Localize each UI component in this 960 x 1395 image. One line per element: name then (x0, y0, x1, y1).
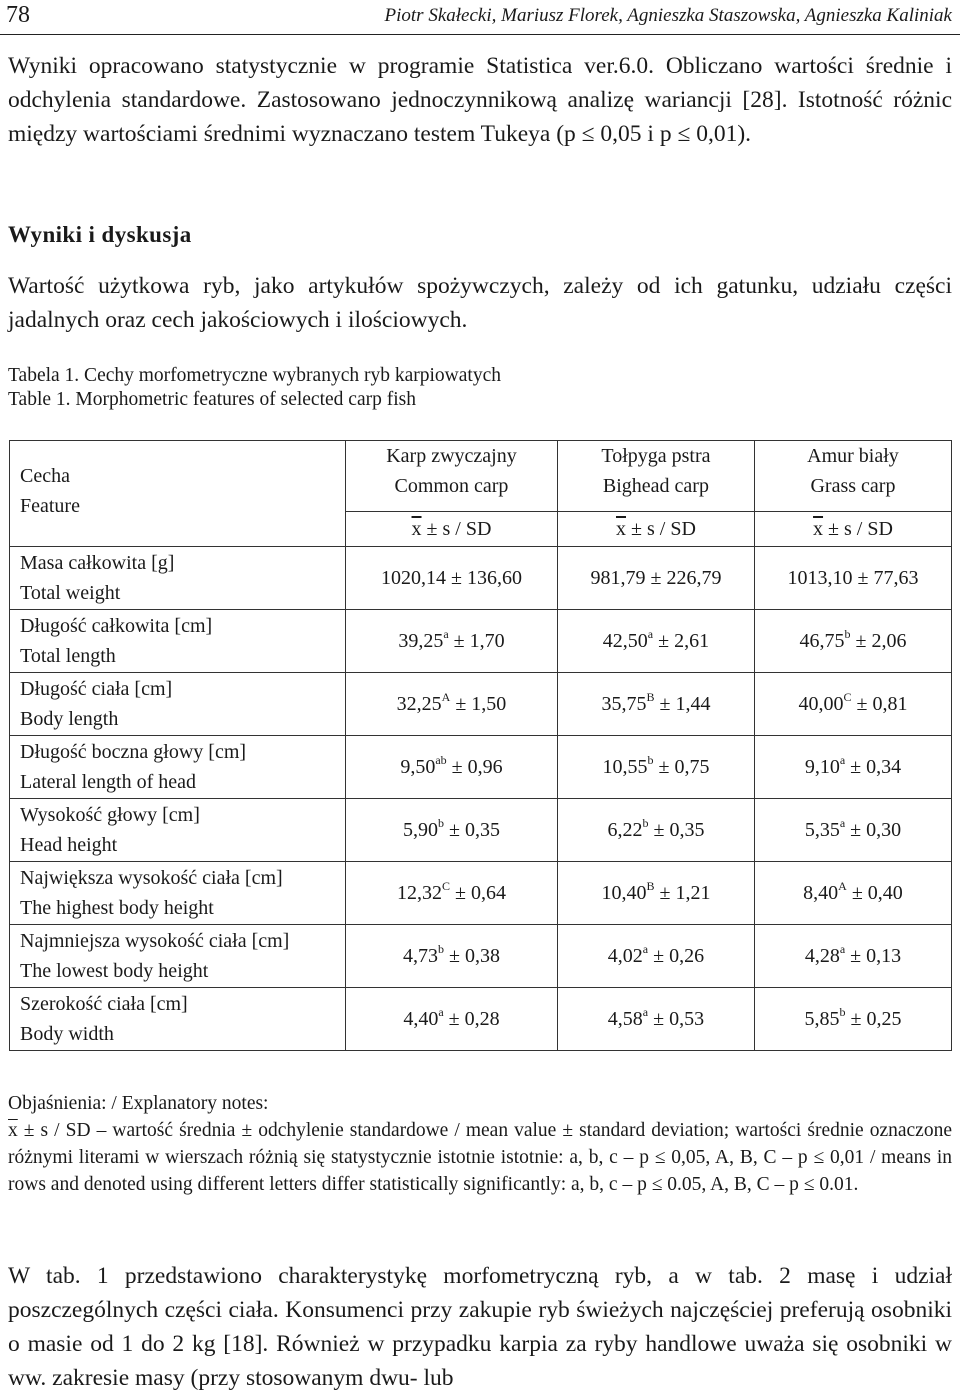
feature-cell (10, 673, 346, 736)
table-row (10, 988, 952, 1051)
significance-letter: C (441, 879, 450, 893)
value-cell: 39,25$^a$ ± 1,70 (346, 610, 558, 673)
species-name-pl: Amur biały (807, 445, 899, 467)
mean-value: 46,75 (799, 630, 845, 652)
sd-value: 77,63 (873, 567, 919, 589)
mean-value: 4,58 (607, 1008, 643, 1030)
sd-value: 0,53 (669, 1008, 705, 1030)
stat-header (557, 512, 754, 547)
mean-value: 9,50 (400, 756, 436, 778)
feature-name-pl: Szerokość ciała [cm] (20, 993, 188, 1015)
sd-value: 0,35 (464, 819, 500, 841)
value-cell: 9,10$^a$ ± 0,34 (754, 736, 951, 799)
table-row (10, 862, 952, 925)
significance-letter: b (647, 753, 654, 767)
value-cell: 4,40$^a$ ± 0,28 (346, 988, 558, 1051)
value-cell: 6,22$^b$ ± 0,35 (557, 799, 754, 862)
section-paragraph: Wartość użytkowa ryb, jako artykułów spożywczych, zależy od ich gatunku, udziału części jadalnych oraz cech jakościowych i ilościowych. (8, 273, 952, 333)
table-header-row (10, 441, 952, 512)
mean-value: 12,32 (396, 882, 442, 904)
value-cell: 5,85$^b$ ± 0,25 (754, 988, 951, 1051)
running-header-authors: Piotr Skałecki, Mariusz Florek, Agnieszka Staszowska, Agnieszka Kaliniak (384, 5, 952, 26)
species-header-bighead-carp (557, 441, 754, 512)
mean-value: 9,10 (804, 756, 840, 778)
feature-cell (10, 988, 346, 1051)
mean-value: 10,55 (602, 756, 648, 778)
mean-value: 10,40 (601, 882, 647, 904)
table-row (10, 736, 952, 799)
significance-letter: b (839, 1005, 846, 1019)
significance-letter: a (647, 627, 654, 641)
value-cell: 46,75$^b$ ± 2,06 (754, 610, 951, 673)
feature-name-pl: Masa całkowita [g] (20, 552, 175, 574)
sd-value: 0,25 (866, 1008, 902, 1030)
morphometric-table (9, 440, 952, 1051)
significance-letter: A (441, 690, 451, 704)
stat-label: ± s / SD (823, 518, 893, 540)
feature-name-en: Head height (20, 834, 118, 856)
sd-value: 1,44 (675, 693, 711, 715)
sd-value: 0,81 (872, 693, 908, 715)
sd-value: 0,40 (867, 882, 903, 904)
significance-letter: a (642, 1005, 649, 1019)
sd-value: 0,64 (470, 882, 506, 904)
intro-paragraph: Wyniki opracowano statystycznie w programie Statistica ver.6.0. Obliczano wartości średnie i odchylenia standardowe. Zastosowano jednoczynnikową analizę wariancji [28]. Istotność różnic między wartościami średnimi wyznaczano testem Tukeya (p ≤ 0,05 i p ≤ 0,01). (8, 53, 952, 147)
section-heading: Wyniki i dyskusja (8, 222, 192, 247)
page-number: 78 (6, 2, 30, 28)
mean-value: 5,85 (804, 1008, 840, 1030)
stat-label: ± s / SD (421, 518, 492, 540)
species-name-en: Common carp (394, 475, 509, 497)
mean-value: 4,02 (607, 945, 643, 967)
feature-name-en: Total length (20, 645, 116, 667)
significance-letter: b (437, 942, 444, 956)
sd-value: 1,70 (469, 630, 505, 652)
sd-value: 0,96 (467, 756, 503, 778)
value-cell: 10,55$^b$ ± 0,75 (557, 736, 754, 799)
value-cell: $40,00^C \pm 0,81$ (754, 673, 951, 736)
feature-name-pl: Najmniejsza wysokość ciała [cm] (20, 930, 290, 952)
mean-value: 8,40 (803, 882, 839, 904)
mean-value: 4,40 (403, 1008, 439, 1030)
stat-header (346, 512, 558, 547)
feature-cell (10, 925, 346, 988)
mean-value: 4,28 (804, 945, 840, 967)
sd-value: 0,13 (866, 945, 902, 967)
sd-value: 1,21 (675, 882, 711, 904)
sd-value: 0,35 (669, 819, 705, 841)
notes-text: ± s / SD – wartość średnia ± odchylenie standardowe / mean value ± standard deviation; wartości średnie oznaczone różnymi literami w wierszach różnią się statystycznie istotnie istotnie: a, b, c – p ≤ 0,05, A, B, C – p ≤ 0,01 / means in rows and denoted using different letters differ statistically significantly: a, b, c – p ≤ 0.05, A, B, C – p ≤ 0.01. (8, 1120, 952, 1195)
feature-name-en: Body width (20, 1023, 114, 1045)
significance-letter: a (839, 816, 846, 830)
feature-cell (10, 610, 346, 673)
value-cell: 5,90$^b$ ± 0,35 (346, 799, 558, 862)
feature-header-pl: Cecha (20, 465, 70, 487)
mean-symbol: $\overline{x}$ (616, 518, 626, 540)
feature-cell (10, 547, 346, 610)
feature-name-pl: Największa wysokość ciała [cm] (20, 867, 283, 889)
significance-letter: C (843, 690, 852, 704)
feature-name-pl: Długość ciała [cm] (20, 678, 173, 700)
significance-letter: a (839, 942, 846, 956)
species-name-pl: Karp zwyczajny (386, 445, 517, 467)
sd-value: 0,38 (464, 945, 500, 967)
table-row (10, 547, 952, 610)
feature-name-pl: Długość całkowita [cm] (20, 615, 213, 637)
mean-value: 1013,10 (787, 567, 853, 589)
sd-value: 0,30 (866, 819, 902, 841)
significance-letter: a (443, 627, 449, 641)
mean-value: 5,90 (402, 819, 438, 841)
sd-value: 0,34 (866, 756, 902, 778)
value-cell: $32,25^A \pm 1,50$ (346, 673, 558, 736)
notes-body (8, 1117, 952, 1198)
table-caption-pl: Tabela 1. Cechy morfometryczne wybranych ryb karpiowatych (8, 365, 501, 386)
table-row (10, 925, 952, 988)
running-header (0, 0, 960, 35)
value-cell: $35,75^B \pm 1,44$ (557, 673, 754, 736)
significance-letter: ab (435, 753, 447, 767)
species-name-en: Grass carp (810, 475, 896, 497)
mean-value: 39,25 (398, 630, 444, 652)
value-cell: $10,40^B \pm 1,21$ (557, 862, 754, 925)
sd-value: 1,50 (471, 693, 507, 715)
stat-header (754, 512, 951, 547)
mean-value: 6,22 (607, 819, 643, 841)
feature-name-en: Total weight (20, 582, 121, 604)
explanatory-notes (8, 1090, 952, 1198)
stat-label: ± s / SD (626, 518, 696, 540)
value-cell: $12,32^C \pm 0,64$ (346, 862, 558, 925)
mean-value: 35,75 (601, 693, 647, 715)
sd-value: 0,26 (669, 945, 705, 967)
feature-header-en: Feature (20, 495, 80, 517)
species-header-common-carp (346, 441, 558, 512)
closing-paragraph: W tab. 1 przedstawiono charakterystykę morfometryczną ryb, a w tab. 2 masę i udział poszczególnych części ciała. Konsumenci przy zakupie ryb świeżych najczęściej preferują osobniki o masie od 1 do 2 kg [18]. Również w przypadku karpia za ryby handlowe uważa się osobniki w ww. zakresie masy (przy stosowanym dwu- lub (8, 1263, 952, 1391)
value-cell: 1020,14 ± 136,60 (346, 547, 558, 610)
significance-letter: A (838, 879, 847, 893)
sd-value: 136,60 (466, 567, 522, 589)
value-cell: 42,50$^a$ ± 2,61 (557, 610, 754, 673)
mean-value: 1020,14 (380, 567, 446, 589)
table-row (10, 610, 952, 673)
mean-value: 4,73 (402, 945, 438, 967)
value-cell: 981,79 ± 226,79 (557, 547, 754, 610)
value-cell: 4,73$^b$ ± 0,38 (346, 925, 558, 988)
feature-name-en: The lowest body height (20, 960, 209, 982)
value-cell: $8,40^A \pm 0,40$ (754, 862, 951, 925)
feature-name-en: The highest body height (20, 897, 214, 919)
sd-value: 2,06 (871, 630, 907, 652)
mean-value: 981,79 (590, 567, 646, 589)
significance-letter: B (646, 690, 655, 704)
significance-letter: a (438, 1005, 444, 1019)
feature-name-en: Lateral length of head (20, 771, 197, 793)
notes-mean-symbol: $\overline{x}$ (8, 1120, 18, 1141)
sd-value: 2,61 (674, 630, 710, 652)
feature-cell (10, 736, 346, 799)
feature-name-en: Body length (20, 708, 119, 730)
mean-symbol: $\overline{x}$ (813, 518, 824, 540)
species-header-grass-carp (754, 441, 951, 512)
feature-cell (10, 799, 346, 862)
sd-value: 0,75 (674, 756, 710, 778)
sd-value: 0,28 (464, 1008, 500, 1030)
significance-letter: b (437, 816, 444, 830)
table-caption-en: Table 1. Morphometric features of selected carp fish (8, 389, 416, 410)
feature-header-cell (10, 441, 346, 547)
significance-letter: a (642, 942, 649, 956)
value-cell: 1013,10 ± 77,63 (754, 547, 951, 610)
table-row (10, 799, 952, 862)
mean-value: 42,50 (602, 630, 648, 652)
value-cell: 4,02$^a$ ± 0,26 (557, 925, 754, 988)
sd-value: 226,79 (666, 567, 722, 589)
mean-value: 32,25 (396, 693, 442, 715)
value-cell: 5,35$^a$ ± 0,30 (754, 799, 951, 862)
table-row (10, 673, 952, 736)
significance-letter: b (844, 627, 851, 641)
significance-letter: b (642, 816, 649, 830)
feature-name-pl: Długość boczna głowy [cm] (20, 741, 247, 763)
notes-title: Objaśnienia: / Explanatory notes: (8, 1093, 269, 1114)
value-cell: 9,50$^{ab}$ ± 0,96 (346, 736, 558, 799)
mean-symbol: $\overline{x}$ (411, 518, 422, 540)
species-name-en: Bighead carp (602, 475, 709, 497)
mean-value: 5,35 (804, 819, 840, 841)
significance-letter: B (646, 879, 655, 893)
mean-value: 40,00 (798, 693, 844, 715)
feature-name-pl: Wysokość głowy [cm] (20, 804, 200, 826)
value-cell: 4,58$^a$ ± 0,53 (557, 988, 754, 1051)
value-cell: 4,28$^a$ ± 0,13 (754, 925, 951, 988)
significance-letter: a (839, 753, 846, 767)
species-name-pl: Tołpyga pstra (601, 445, 711, 467)
feature-cell (10, 862, 346, 925)
